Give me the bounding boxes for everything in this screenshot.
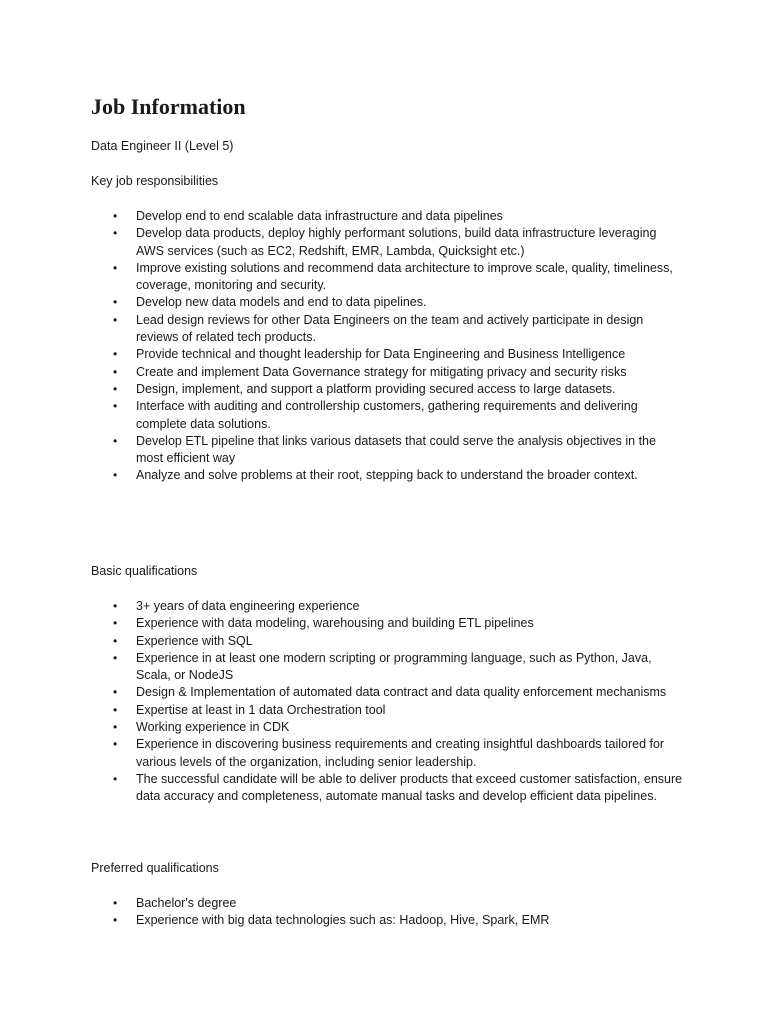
responsibilities-heading: Key job responsibilities <box>91 174 219 188</box>
bullet-icon: • <box>113 771 118 786</box>
preferred-qualification-item <box>0 895 684 912</box>
responsibility-item-text: Analyze and solve problems at their root, stepping back to understand the broader context. <box>136 468 638 483</box>
bullet-icon: • <box>113 702 118 717</box>
preferred-qualification-item <box>0 912 684 929</box>
responsibility-item <box>0 364 684 381</box>
bullet-icon: • <box>113 312 118 327</box>
bullet-icon: • <box>113 381 118 396</box>
basic-qualification-item <box>0 736 684 771</box>
page-title: Job Information <box>91 94 246 119</box>
bullet-icon: • <box>113 295 118 310</box>
basic-qualification-item <box>0 598 684 615</box>
responsibility-item-text: Provide technical and thought leadership for Data Engineering and Business Intelligence <box>136 347 626 362</box>
bullet-icon: • <box>113 913 118 928</box>
bullet-icon: • <box>113 399 118 414</box>
preferred-qualifications-heading: Preferred qualifications <box>91 861 219 875</box>
responsibility-item <box>0 433 684 468</box>
bullet-icon: • <box>113 468 118 483</box>
bullet-icon: • <box>113 616 118 631</box>
bullet-icon: • <box>113 433 118 448</box>
job-role: Data Engineer II (Level 5) <box>91 139 234 153</box>
responsibility-item <box>0 467 684 484</box>
bullet-icon: • <box>113 209 118 223</box>
basic-qualification-item-text: Experience in discovering business requirements and creating insightful dashboards tailored for various levels of the organization, including senior leadership. <box>136 737 665 769</box>
responsibilities-list <box>0 208 768 485</box>
basic-qualification-item-text: Working experience in CDK <box>136 720 290 735</box>
basic-qualification-item <box>0 771 684 806</box>
bullet-icon: • <box>113 599 118 613</box>
bullet-icon: • <box>113 260 118 275</box>
responsibility-item-text: Create and implement Data Governance strategy for mitigating privacy and security risks <box>136 364 627 379</box>
preferred-qualification-item-text: Experience with big data technologies such as: Hadoop, Hive, Spark, EMR <box>136 913 550 928</box>
responsibility-item <box>0 312 684 347</box>
bullet-icon: • <box>113 226 118 241</box>
basic-qualification-item <box>0 633 684 650</box>
responsibility-item <box>0 294 684 311</box>
preferred-qualifications-list <box>0 895 768 930</box>
bullet-icon: • <box>113 650 118 665</box>
bullet-icon: • <box>113 364 118 379</box>
responsibility-item <box>0 260 684 295</box>
responsibility-item <box>0 208 684 225</box>
bullet-icon: • <box>113 720 118 735</box>
basic-qualification-item <box>0 719 684 736</box>
responsibility-item <box>0 398 684 433</box>
basic-qualification-item-text: The successful candidate will be able to deliver products that exceed customer satisfaction, ensure data accuracy and completeness, automate manual tasks and develop efficient data pipelines. <box>136 771 683 804</box>
basic-qualification-item-text: Experience with data modeling, warehousing and building ETL pipelines <box>136 616 534 631</box>
basic-qualification-item <box>0 684 684 701</box>
responsibility-item-text: Develop ETL pipeline that links various datasets that could serve the analysis objectives in the most efficient way <box>136 433 656 466</box>
responsibility-item-text: Improve existing solutions and recommend data architecture to improve scale, quality, timeliness, coverage, monitoring and security. <box>136 260 673 293</box>
responsibility-item <box>0 346 684 363</box>
bullet-icon: • <box>113 896 118 910</box>
basic-qualifications-heading: Basic qualifications <box>91 564 198 578</box>
responsibility-item-text: Develop data products, deploy highly performant solutions, build data infrastructure leveraging AWS services (such as EC2, Redshift, EMR, Lambda, Quicksight etc.) <box>136 226 657 258</box>
responsibility-item-text: Develop new data models and end to data pipelines. <box>136 295 427 310</box>
basic-qualification-item-text: 3+ years of data engineering experience <box>136 599 360 613</box>
basic-qualification-item-text: Experience with SQL <box>136 633 253 648</box>
basic-qualification-item-text: Experience in at least one modern scripting or programming language, such as Python, Java, Scala, or NodeJS <box>136 650 652 683</box>
basic-qualification-item-text: Expertise at least in 1 data Orchestration tool <box>136 702 386 717</box>
basic-qualification-item <box>0 702 684 719</box>
responsibility-item-text: Interface with auditing and controllership customers, gathering requirements and delivering complete data solutions. <box>136 399 638 431</box>
responsibility-item <box>0 381 684 398</box>
responsibility-item-text: Develop end to end scalable data infrastructure and data pipelines <box>136 209 503 223</box>
responsibility-item-text: Lead design reviews for other Data Engineers on the team and actively participate in design reviews of related tech products. <box>136 312 644 345</box>
basic-qualification-item <box>0 615 684 632</box>
bullet-icon: • <box>113 737 118 752</box>
preferred-qualification-item-text: Bachelor's degree <box>136 896 237 910</box>
responsibility-item <box>0 225 684 260</box>
basic-qualification-item-text: Design & Implementation of automated data contract and data quality enforcement mechanisms <box>136 685 667 700</box>
bullet-icon: • <box>113 685 118 700</box>
basic-qualification-item <box>0 650 684 685</box>
basic-qualifications-list <box>0 598 768 806</box>
bullet-icon: • <box>113 347 118 362</box>
bullet-icon: • <box>113 633 118 648</box>
responsibility-item-text: Design, implement, and support a platform providing secured access to large datasets. <box>136 381 616 396</box>
